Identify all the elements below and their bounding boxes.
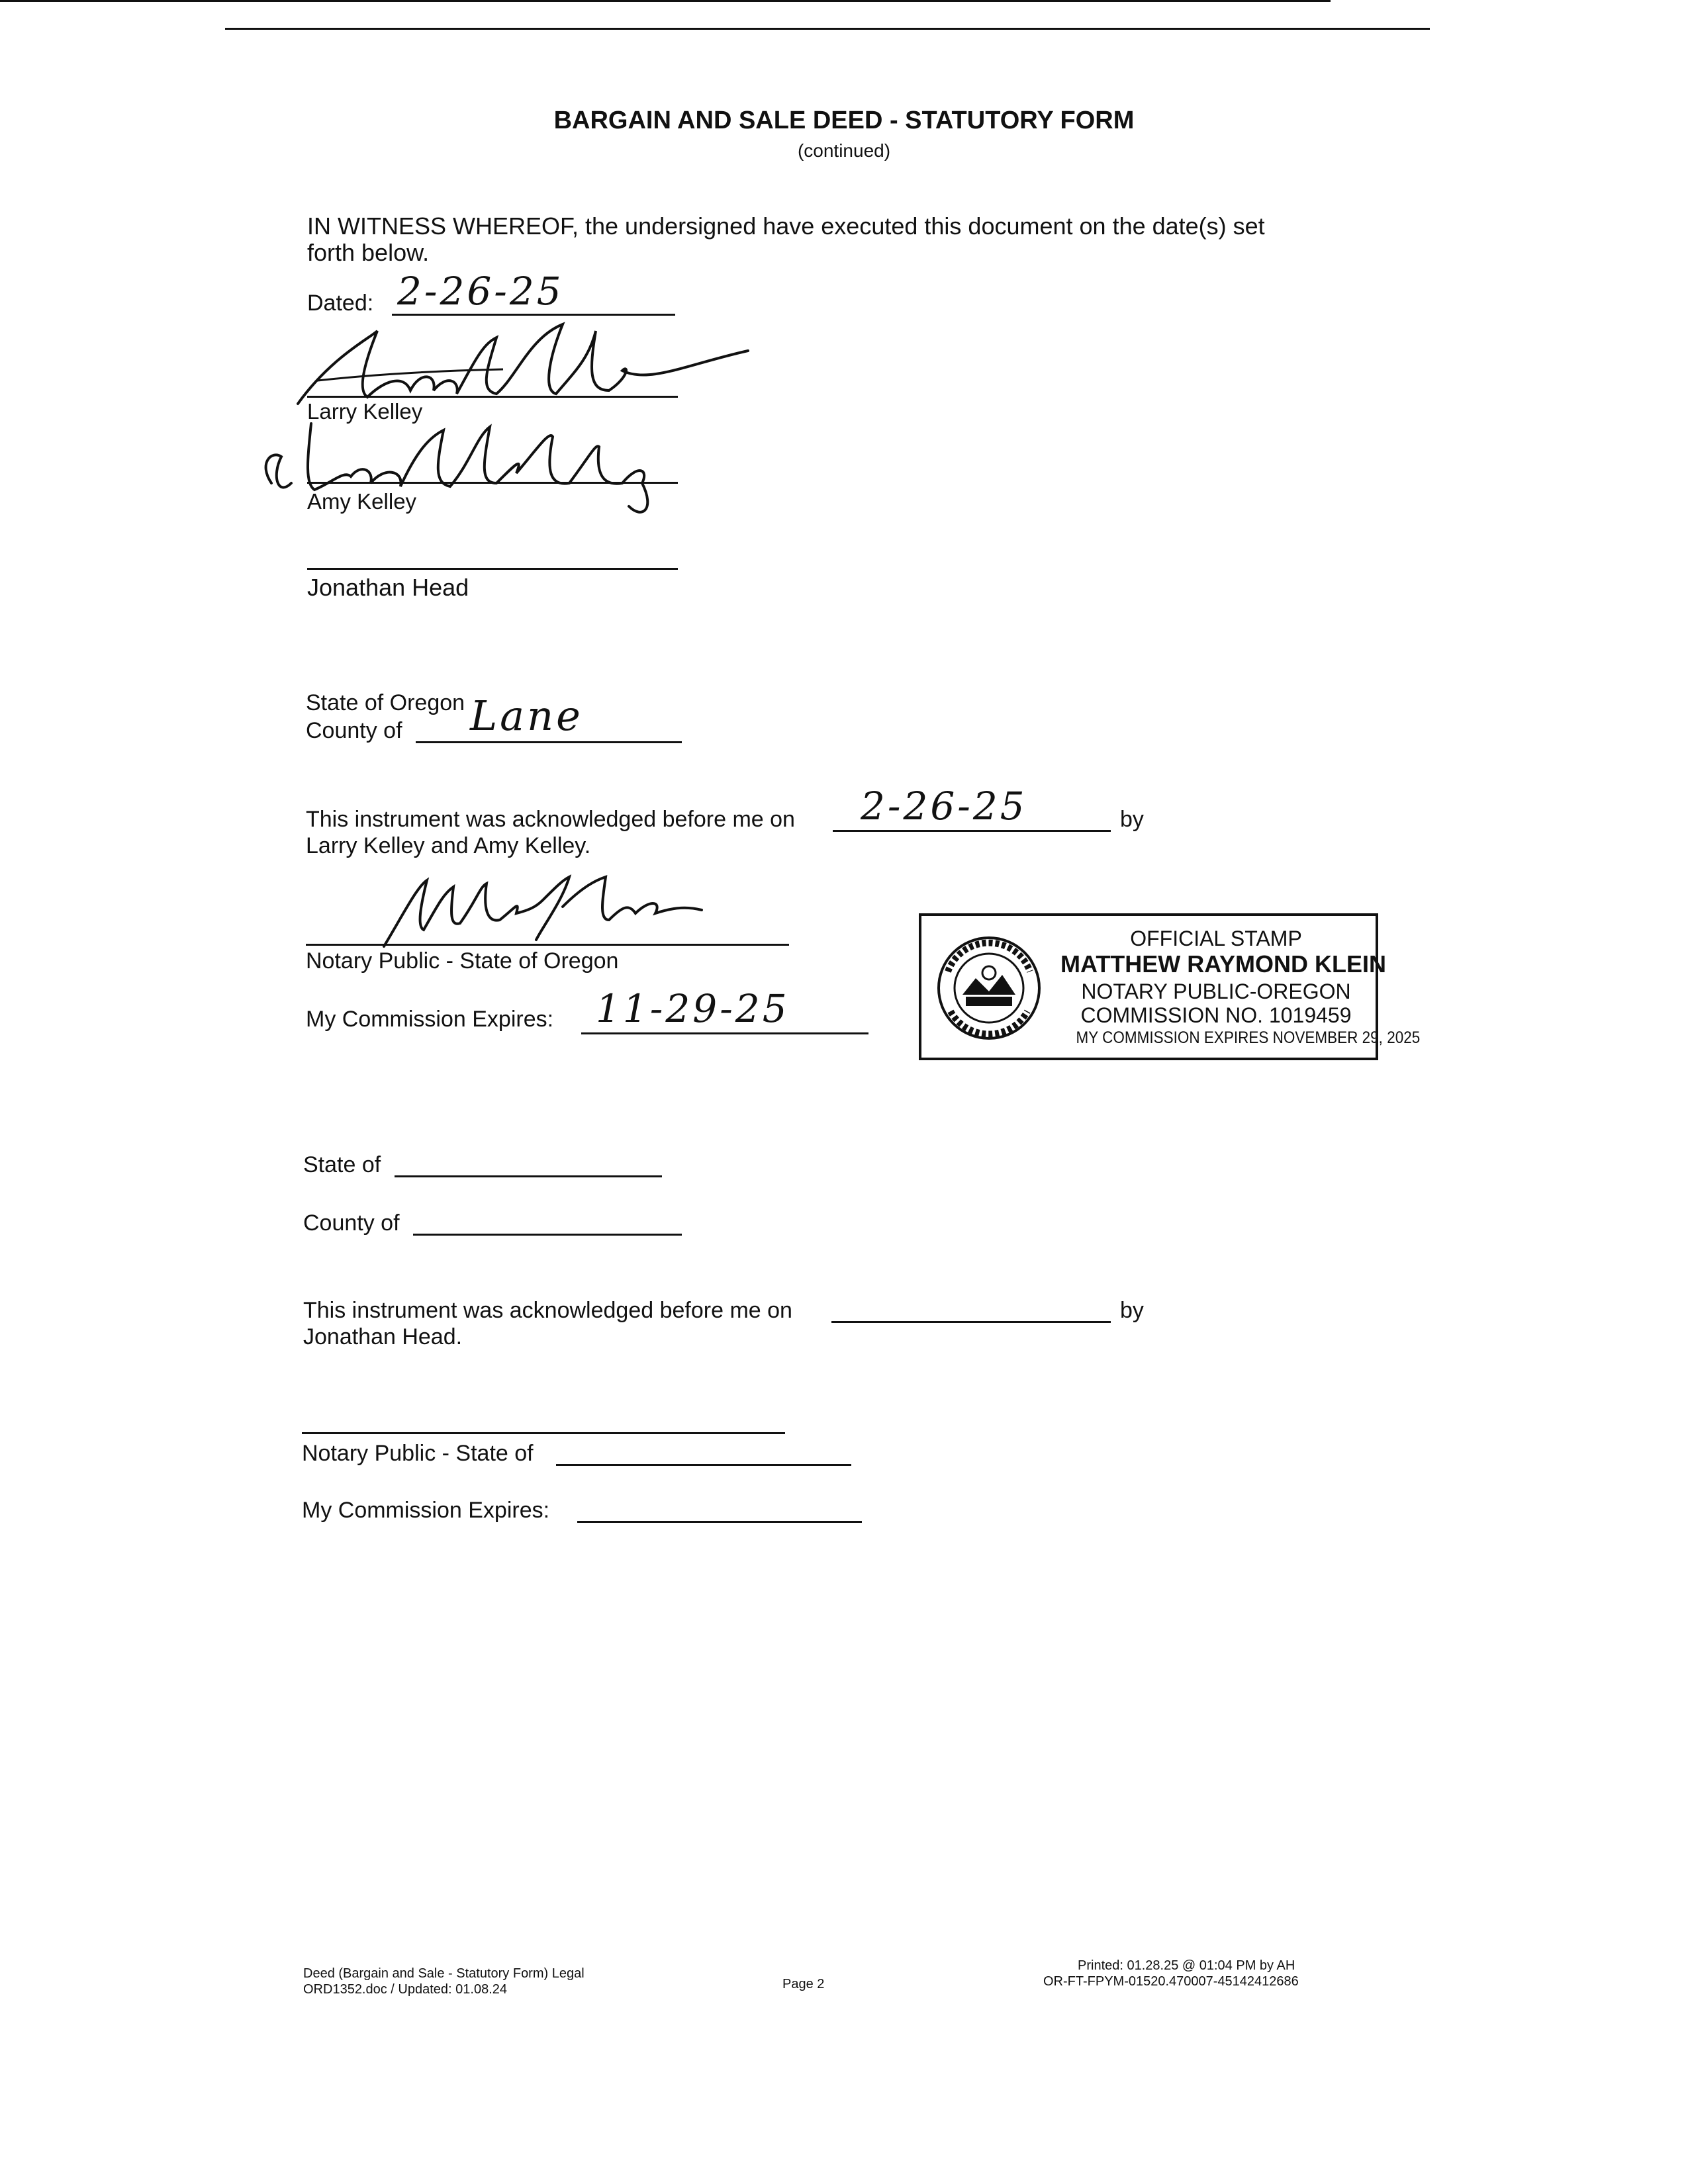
notary1-ack-text: This instrument was acknowledged before me on: [306, 807, 795, 832]
notary1-county-label: County of: [306, 718, 402, 743]
notary2-state-label: State of: [303, 1152, 381, 1177]
notary2-ack-line: [831, 1321, 1111, 1323]
notary1-by: by: [1120, 807, 1144, 832]
notary-signature: [344, 860, 715, 953]
notary2-by: by: [1120, 1298, 1144, 1323]
notary2-county-label: County of: [303, 1210, 400, 1236]
notary2-signature-line: [302, 1432, 785, 1434]
notary1-ack-line: [833, 830, 1111, 832]
dated-value: 2-26-25: [397, 269, 564, 314]
dated-line: [392, 314, 675, 316]
notary2-title: Notary Public - State of: [302, 1441, 534, 1466]
stamp-line5: MY COMMISSION EXPIRES NOVEMBER 29, 2025: [1076, 1028, 1421, 1047]
footer-right-line1: Printed: 01.28.25 @ 01:04 PM by AH: [1078, 1958, 1295, 1973]
notary2-ack-text: This instrument was acknowledged before me on: [303, 1298, 792, 1323]
notary1-signature-line: [306, 944, 789, 946]
notary1-county-line: [416, 741, 682, 743]
top-scan-rule: [0, 0, 1331, 2]
top-rule: [225, 28, 1430, 30]
notary2-county-line: [413, 1234, 682, 1236]
footer-left-line1: Deed (Bargain and Sale - Statutory Form) Legal: [303, 1966, 585, 1981]
notary2-expires-line: [577, 1521, 862, 1523]
notary1-expires-line: [581, 1032, 868, 1034]
signer-name-jonathan: Jonathan Head: [307, 574, 469, 601]
notary1-ack-date: 2-26-25: [861, 784, 1027, 829]
signer-name-amy: Amy Kelley: [307, 489, 417, 514]
footer-page-number: Page 2: [782, 1977, 825, 1991]
notary2-state-line: [395, 1175, 662, 1177]
notary1-expires-value: 11-29-25: [596, 986, 790, 1031]
notary1-expires-label: My Commission Expires:: [306, 1007, 554, 1032]
page-subtitle: (continued): [797, 140, 891, 161]
signer-line-jonathan: [307, 568, 678, 570]
stamp-line2: MATTHEW RAYMOND KLEIN: [1060, 950, 1386, 978]
notary2-title-line: [556, 1464, 851, 1466]
stamp-line3: NOTARY PUBLIC-OREGON: [1081, 979, 1351, 1003]
notary1-state: State of Oregon: [306, 690, 465, 715]
official-stamp: [919, 913, 1421, 1060]
dated-label: Dated:: [307, 291, 374, 316]
witness-text-line2: forth below.: [307, 239, 430, 266]
notary2-expires-label: My Commission Expires:: [302, 1498, 550, 1523]
signer-name-larry: Larry Kelley: [307, 399, 423, 424]
stamp-line1: OFFICIAL STAMP: [1130, 927, 1302, 950]
signer-line-larry: [307, 396, 678, 398]
footer-left-line2: ORD1352.doc / Updated: 01.08.24: [303, 1982, 507, 1997]
page-title: BARGAIN AND SALE DEED - STATUTORY FORM: [553, 107, 1135, 134]
stamp-line4: COMMISSION NO. 1019459: [1080, 1003, 1352, 1027]
signer-line-amy: [307, 482, 678, 484]
notary1-ack-names: Larry Kelley and Amy Kelley.: [306, 833, 591, 858]
notary1-title: Notary Public - State of Oregon: [306, 948, 619, 974]
state-seal-icon: [936, 932, 1042, 1044]
footer-right-line2: OR-FT-FPYM-01520.470007-45142412686: [1043, 1974, 1299, 1989]
witness-text-line1: IN WITNESS WHEREOF, the undersigned have executed this document on the date(s) set: [307, 212, 1265, 240]
notary1-county-value: Lane: [470, 692, 583, 740]
notary2-ack-name: Jonathan Head.: [303, 1324, 463, 1349]
